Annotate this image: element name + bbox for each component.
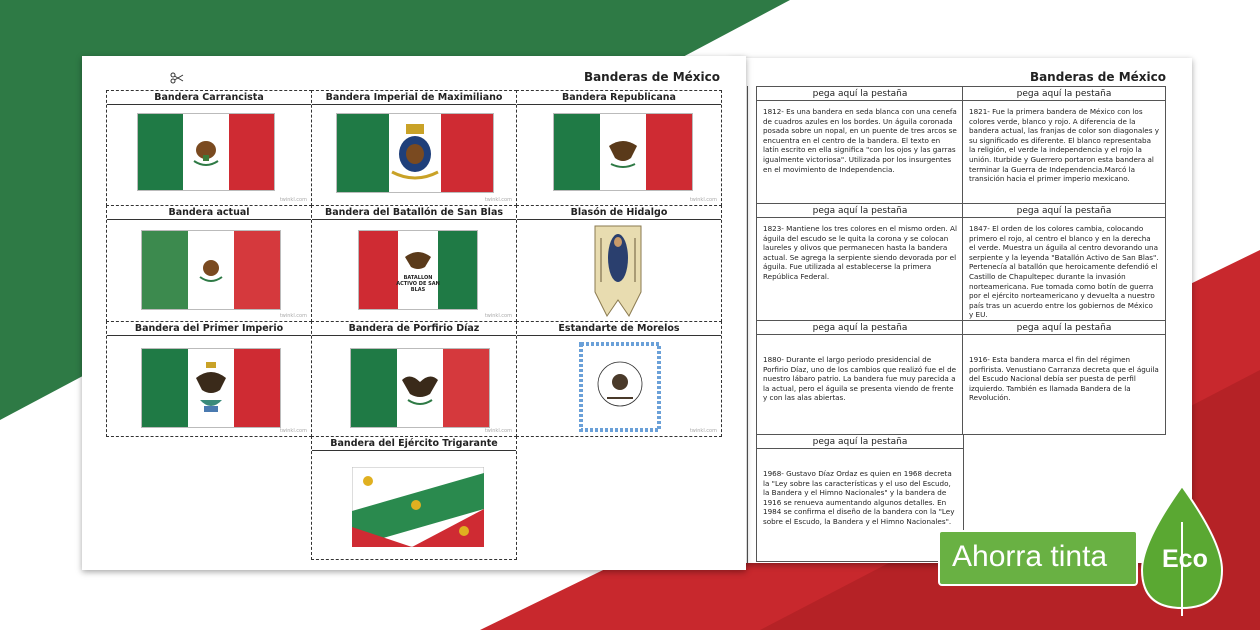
card-label: Bandera del Primer Imperio (107, 322, 311, 336)
tab-header: pega aquí la pestaña (757, 87, 963, 101)
flag-card-porfirio-diaz (311, 321, 517, 437)
info-text: 1916- Esta bandera marca el fin del régimen porfirista. Venustiano Carranza decreta que el águila del Escudo Nacional debía ser puesta de perfil izquierdo. También es llamada Bandera de la Revolución. (969, 355, 1159, 403)
eagle-emblem-icon (403, 247, 433, 271)
card-label: Bandera Carrancista (107, 91, 311, 105)
info-cell-1968 (756, 434, 964, 562)
morelos-standard-icon (579, 342, 661, 432)
flag-card-estandarte-morelos (516, 321, 722, 437)
watermark: twinkl.com (484, 197, 512, 203)
watermark: twinkl.com (689, 197, 717, 203)
flag-san-blas-image (358, 230, 478, 310)
info-cell-1916 (962, 320, 1166, 435)
crowned-eagle-icon (194, 360, 228, 416)
info-text: 1968- Gustavo Díaz Ordaz es quien en 1968 decreta la "Ley sobre las características y el uso del Escudo, la Bandera y el Himno Nacionales" y la bandera de 1916 se renueva aumentando algunos detalles. En 1984 se confirma el diseño de la bandera con la "Ley sobre el Escudo, la Bandera y el Himno Nacionales". (763, 469, 955, 526)
info-cell-1812 (756, 86, 964, 204)
card-label: Bandera de Porfirio Díaz (312, 322, 516, 336)
eagle-emblem-icon (189, 135, 223, 169)
tab-header: pega aquí la pestaña (757, 321, 963, 335)
card-label: Bandera Republicana (517, 91, 721, 105)
watermark: twinkl.com (484, 313, 512, 319)
eco-label: Eco (1162, 545, 1208, 573)
tab-header: pega aquí la pestaña (963, 204, 1165, 218)
watermark: twinkl.com (279, 313, 307, 319)
watermark: twinkl.com (279, 197, 307, 203)
san-blas-emblem (396, 247, 440, 293)
card-label: Blasón de Hidalgo (517, 206, 721, 220)
ahorra-tinta-label: Ahorra tinta (952, 540, 1108, 573)
info-text: 1823- Mantiene los tres colores en el mismo orden. Al águila del escudo se le quita la corona y se colocan laureles y olivos que permanecen hasta la bandera actual. Se agrega la serpiente siendo devorada por el águila. Fue utilizada al establecerse la primera República Federal. (763, 224, 957, 281)
watermark: twinkl.com (279, 428, 307, 434)
flag-actual-image (141, 230, 281, 310)
info-text: 1812- Es una bandera en seda blanca con una cenefa de cuadros azules en los bordes. Un águila coronada posada sobre un nopal, en un puente de tres arcos se encuentra en el centro de la bandera. El texto en latín escrito en ella significa "con los ojos y las garras igualmente victoriosa". Utilizada por los insurgentes en el movimiento de Independencia. (763, 107, 957, 174)
card-label: Bandera del Ejército Trigarante (312, 437, 516, 451)
eagle-emblem-icon (605, 134, 641, 170)
front-sheet (82, 56, 746, 570)
tab-header: pega aquí la pestaña (963, 321, 1165, 335)
hidalgo-banner-icon (591, 222, 645, 318)
back-sheet (730, 58, 1192, 563)
watermark: twinkl.com (689, 428, 717, 434)
flag-republicana-image (553, 113, 693, 191)
flag-trigarante-image (352, 467, 484, 547)
card-label: Bandera del Batallón de San Blas (312, 206, 516, 220)
eagle-front-icon (400, 368, 440, 408)
flag-card-republicana (516, 90, 722, 206)
flag-carrancista-image (137, 113, 275, 191)
scissors-icon (170, 72, 184, 84)
card-label: Estandarte de Morelos (517, 322, 721, 336)
info-text: 1847- El orden de los colores cambia, colocando primero el rojo, al centro el blanco y en la derecha el verde. Muestra un águila al centro devorando una serpiente y la leyenda "Batallón Activo de San Blas". Pertenecía al batallón que heroicamente defendió el Castillo de Chapultepec durante la invasión norteamericana. Fue tomada como botín de guerra por el ejército norteamericano y devuelta a nuestro país tras un acuerdo entre los gobiernos de México y EU. (969, 224, 1159, 320)
flag-porfirio-image (350, 348, 490, 428)
flag-card-imperial-maximiliano (311, 90, 517, 206)
info-cell-1880 (756, 320, 964, 435)
info-text: 1880- Durante el largo periodo presidencial de Porfirio Díaz, uno de los cambios que realizó fue el de nuestro lábaro patrio. La bandera fue muy parecida a la actual, pero el águila se presenta viendo de frente y con las alas abiertas. (763, 355, 957, 403)
imperial-crest-icon (388, 122, 442, 184)
front-sheet-title: Banderas de México (583, 70, 720, 84)
flag-card-primer-imperio (106, 321, 312, 437)
info-cell-1847 (962, 203, 1166, 321)
info-text: 1821- Fue la primera bandera de México con los colores verde, blanco y rojo. A diferencia de la bandera actual, las franjas de color son diagonales y su significado es diferente. El blanco representaba la religión, el verde la independencia y el rojo la unión. Iturbide y Guerrero portaron esta bandera al terminar la Guerra de Independencia.Marcó la transición hacia el primer imperio mexicano. (969, 107, 1159, 184)
info-cell-1821 (962, 86, 1166, 204)
flag-maximiliano-image (336, 113, 494, 193)
flag-card-carrancista (106, 90, 312, 206)
back-sheet-title: Banderas de México (1029, 70, 1166, 84)
tab-header: pega aquí la pestaña (757, 435, 963, 449)
flag-card-actual (106, 205, 312, 322)
tab-header: pega aquí la pestaña (757, 204, 963, 218)
flag-card-batallon-san-blas (311, 205, 517, 322)
flag-card-blason-hidalgo (516, 205, 722, 322)
card-label: Bandera Imperial de Maximiliano (312, 91, 516, 105)
card-label: Bandera actual (107, 206, 311, 220)
san-blas-banner-text: BATALLON ACTIVO DE SAN BLAS (396, 275, 440, 293)
info-cell-1823 (756, 203, 964, 321)
tab-header: pega aquí la pestaña (963, 87, 1165, 101)
watermark: twinkl.com (484, 428, 512, 434)
flag-card-ejercito-trigarante (311, 436, 517, 560)
flag-primer-imperio-image (141, 348, 281, 428)
eagle-emblem-icon (196, 255, 226, 285)
